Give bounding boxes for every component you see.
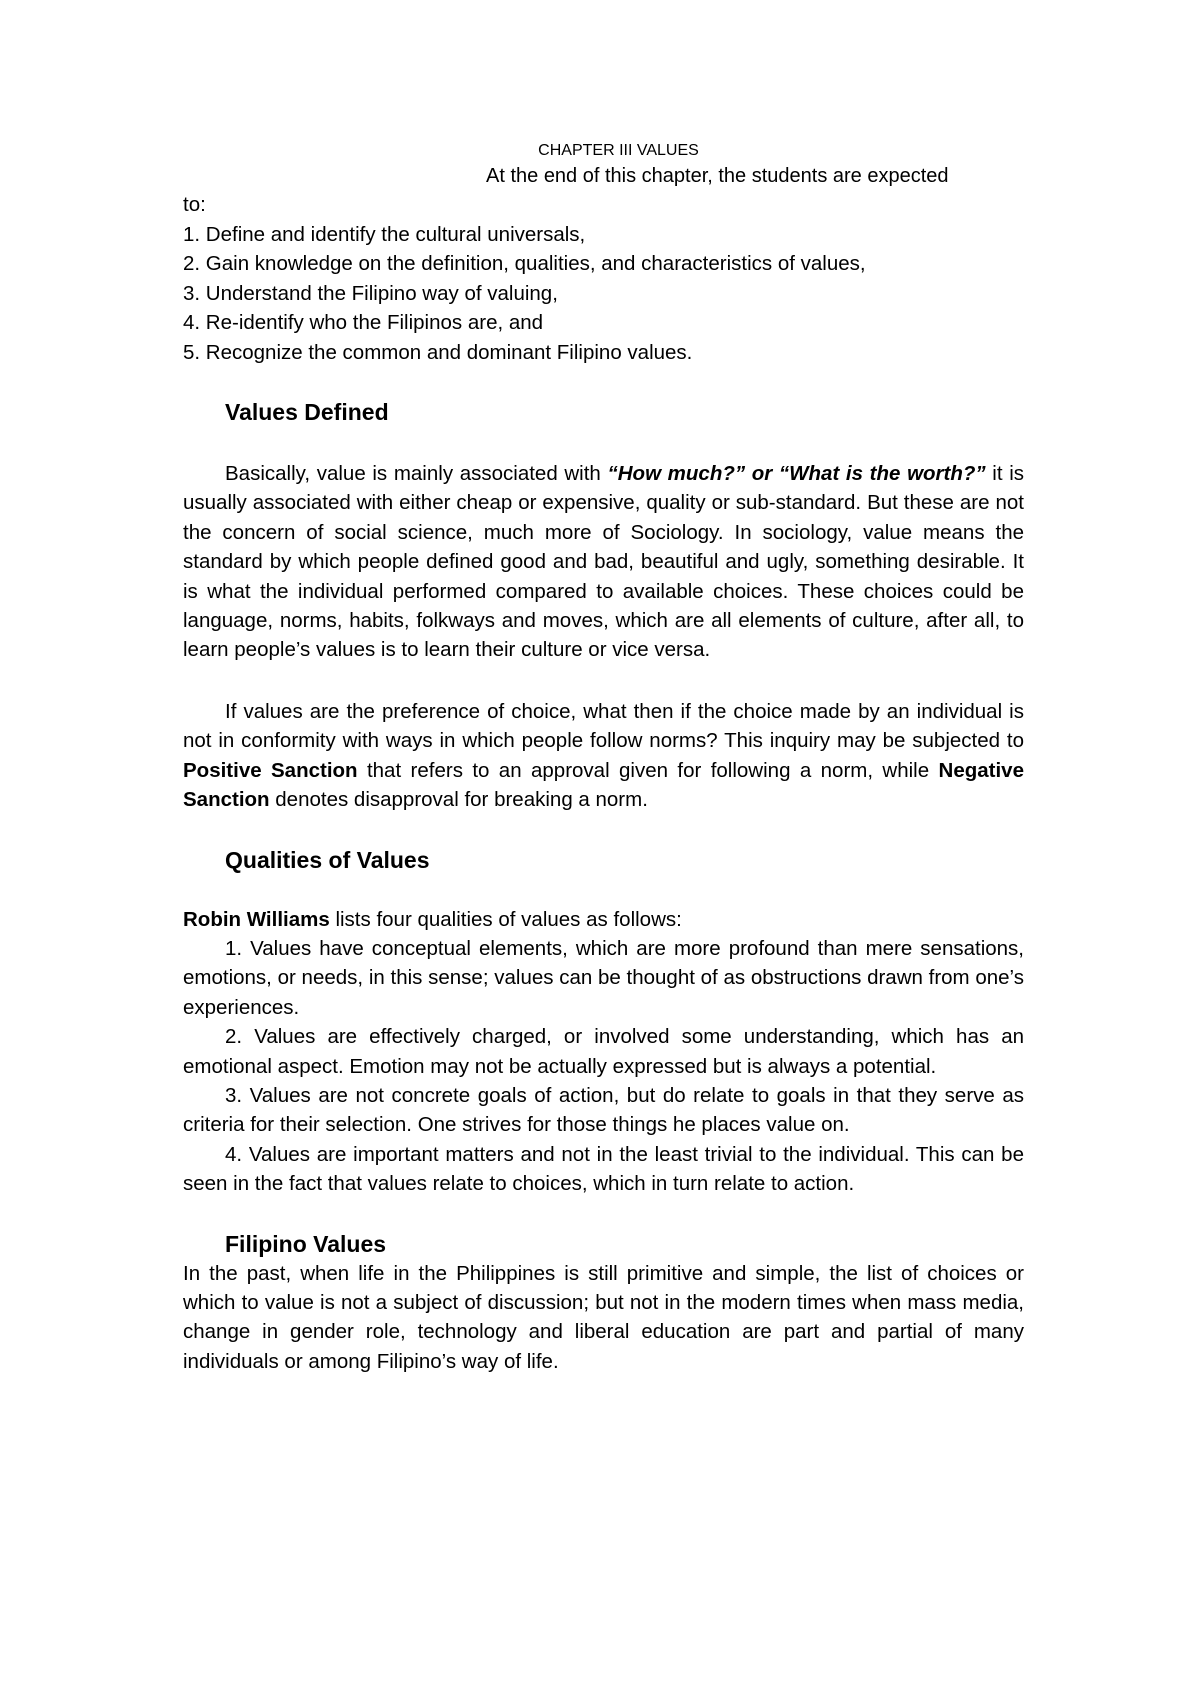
paragraph-text: denotes disapproval for breaking a norm.	[269, 788, 648, 812]
author-name: Robin Williams	[183, 907, 330, 931]
values-defined-paragraph-2	[183, 697, 1024, 815]
values-defined-paragraph-1	[183, 459, 1024, 665]
quality-item: 2. Values are effectively charged, or involved some understanding, which has an emotional aspect. Emotion may not be actually expressed but is always a potential.	[183, 1025, 1024, 1078]
quality-item: 3. Values are not concrete goals of action, but do relate to goals in that they serve as criteria for their selection. One strives for those things he places value on.	[183, 1083, 1024, 1137]
paragraph-text: If values are the preference of choice, what then if the choice made by an individual is not in conformity with ways in which people follow norms? This inquiry may be subjected to	[183, 699, 1024, 753]
objective-item: 3. Understand the Filipino way of valuing,	[183, 281, 558, 305]
page-content	[183, 140, 1024, 1376]
chapter-intro-line: At the end of this chapter, the students are expected	[486, 165, 949, 187]
chapter-intro-to: to:	[183, 193, 206, 216]
objective-item: 1. Define and identify the cultural universals,	[183, 223, 586, 246]
term-positive-sanction: Positive Sanction	[183, 758, 358, 782]
paragraph-text: it is usually associated with either cheap or expensive, quality or sub-standard. But these are not the concern of social science, much more of Sociology. In sociology, value means the standard by which people defined good and bad, beautiful and ugly, something desirable. It is what the individual performed compared to available choices. These choices could be language, norms, habits, folkways and moves, which are all elements of culture, after all, to learn people’s values is to learn their culture or vice versa.	[183, 462, 1025, 662]
paragraph-text: Basically, value is mainly associated with	[225, 462, 608, 486]
filipino-values-paragraph: In the past, when life in the Philippines is still primitive and simple, the list of choices or which to value is not a subject of discussion; but not in the modern times when mass media, change in gender role, technology and liberal education are part and partial of many individuals or among Filipino’s way of life.	[183, 1261, 1024, 1373]
qualities-intro	[183, 905, 1024, 934]
term-negative-sanction: Negative Sanction	[183, 758, 1024, 812]
paragraph-text: lists four qualities of values as follows:	[329, 907, 682, 931]
chapter-title: CHAPTER III VALUES	[538, 142, 699, 159]
objective-item: 2. Gain knowledge on the definition, qualities, and characteristics of values,	[183, 252, 866, 276]
section-heading-values-defined: Values Defined	[225, 399, 389, 426]
objectives-list	[183, 220, 1024, 367]
section-heading-filipino-values: Filipino Values	[225, 1230, 387, 1257]
objective-item: 5. Recognize the common and dominant Filipino values.	[183, 340, 693, 364]
worth-question-quote: “How much?” or “What is the worth?”	[607, 462, 986, 486]
quality-item: 1. Values have conceptual elements, which are more profound than mere sensations, emotions, or needs, in this sense; values can be thought of as obstructions drawn from one’s experiences.	[183, 936, 1024, 1019]
quality-item: 4. Values are important matters and not in the least trivial to the individual. This can be seen in the fact that values relate to choices, which in turn relate to action.	[183, 1142, 1024, 1196]
section-heading-qualities: Qualities of Values	[225, 846, 430, 873]
paragraph-text: that refers to an approval given for following a norm, while	[357, 758, 939, 782]
objective-item: 4. Re-identify who the Filipinos are, and	[183, 311, 544, 335]
